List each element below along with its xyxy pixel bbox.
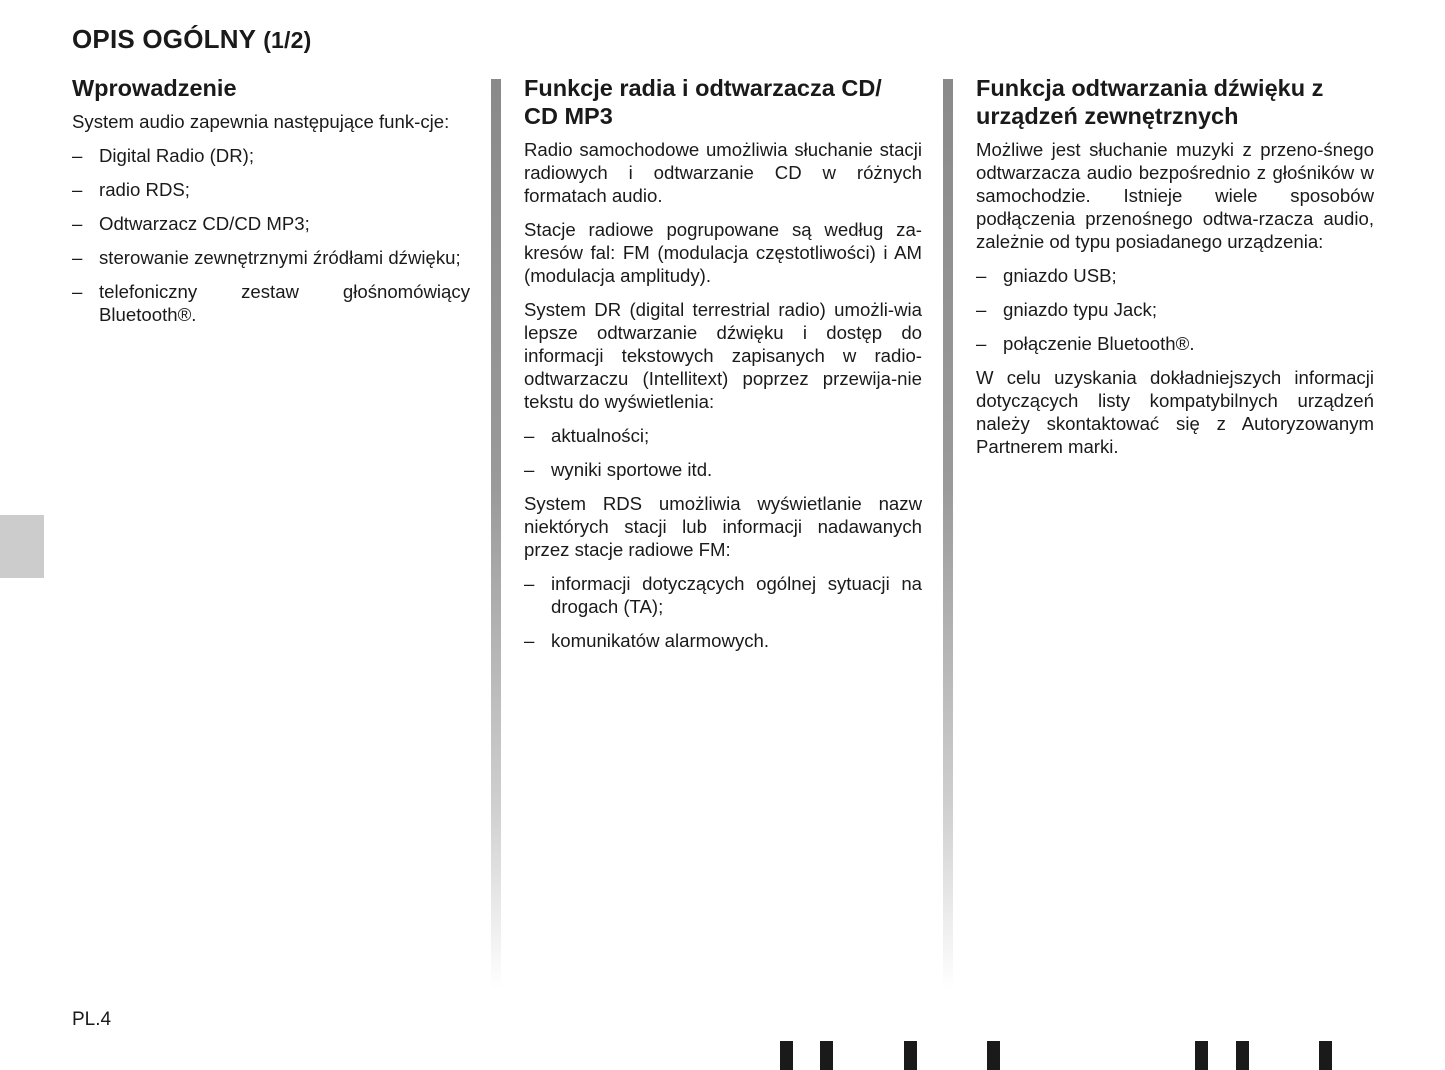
section-heading: Funkcje radia i odtwarzacza CD/ CD MP3 — [524, 75, 882, 129]
print-mark — [1319, 1041, 1332, 1070]
section-introduction — [72, 74, 470, 337]
list-dash: – — [524, 459, 535, 480]
list-dash: – — [976, 265, 987, 286]
print-mark — [1236, 1041, 1249, 1070]
list-dash: – — [524, 630, 535, 651]
page-title-main: OPIS OGÓLNY — [72, 24, 256, 54]
section-paragraph: Radio samochodowe umożliwia słuchanie stacji radiowych i odtwarzanie CD w różnych formatach audio. — [524, 139, 922, 206]
page-title — [72, 24, 312, 55]
list-item: – sterowanie zewnętrznymi źródłami dźwięku; — [72, 247, 461, 268]
section-paragraph: Stacje radiowe pogrupowane są według za-kresów fal: FM (modulacja częstotliwości) i AM (modulacja amplitudy). — [524, 219, 922, 286]
print-mark — [780, 1041, 793, 1070]
list-dash: – — [72, 213, 83, 234]
list-item: – wyniki sportowe itd. — [524, 459, 713, 480]
list-dash: – — [976, 299, 987, 320]
chapter-tab — [0, 515, 44, 578]
section-external-audio — [976, 74, 1374, 469]
column-divider — [491, 79, 501, 989]
rds-list — [524, 572, 922, 652]
section-heading: Funkcja odtwarzania dźwięku z urządzeń zewnętrznych — [976, 75, 1324, 129]
print-mark — [987, 1041, 1000, 1070]
intellitext-list — [524, 424, 922, 481]
connection-list — [976, 264, 1374, 355]
column-divider — [943, 79, 953, 989]
page-title-suffix: (1/2) — [263, 27, 312, 53]
list-dash: – — [72, 281, 83, 302]
list-item: – połączenie Bluetooth®. — [976, 333, 1195, 354]
list-item: – radio RDS; — [72, 179, 190, 200]
list-item: – gniazdo USB; — [976, 265, 1117, 286]
list-dash: – — [72, 179, 83, 200]
list-dash: – — [72, 145, 83, 166]
section-paragraph: Możliwe jest słuchanie muzyki z przeno-śnego odtwarzacza audio bezpośrednio z głośników w samochodzie. Istnieje wiele sposobów podłączenia przenośnego odtwa-rzacza audio, zależnie od typu posiadanego urządzenia: — [976, 139, 1374, 252]
list-dash: – — [72, 247, 83, 268]
page-number: PL.4 — [72, 1009, 112, 1030]
print-mark — [904, 1041, 917, 1070]
list-dash: – — [524, 425, 535, 446]
section-paragraph: W celu uzyskania dokładniejszych informacji dotyczących listy kompatybilnych urządzeń należy skontaktować się z Autoryzowanym Partnerem marki. — [976, 367, 1374, 457]
list-item: – Odtwarzacz CD/CD MP3; — [72, 213, 310, 234]
list-item: – Digital Radio (DR); — [72, 145, 254, 166]
print-mark — [820, 1041, 833, 1070]
section-paragraph: System RDS umożliwia wyświetlanie nazw niektórych stacji lub informacji nadawanych przez stacje radiowe FM: — [524, 493, 922, 560]
list-dash: – — [976, 333, 987, 354]
list-item: – gniazdo typu Jack; — [976, 299, 1158, 320]
list-item: – komunikatów alarmowych. — [524, 630, 770, 651]
feature-list — [72, 144, 470, 326]
section-radio-cd — [524, 74, 922, 663]
list-item: – informacji dotyczących ogólnej sytuacji na drogach (TA); — [524, 573, 922, 617]
list-dash: – — [524, 573, 535, 594]
list-item: – aktualności; — [524, 425, 650, 446]
section-paragraph: System audio zapewnia następujące funk-cje: — [72, 111, 450, 132]
section-heading: Wprowadzenie — [72, 75, 237, 101]
list-item: – telefoniczny zestaw głośnomówiący Bluetooth®. — [72, 281, 470, 325]
print-mark — [1195, 1041, 1208, 1070]
section-paragraph: System DR (digital terrestrial radio) umożli-wia lepsze odtwarzanie dźwięku i dostęp do informacji tekstowych zapisanych w radio-odtwarzaczu (Intellitext) poprzez przewija-nie tekstu do wyświetlenia: — [524, 299, 922, 412]
